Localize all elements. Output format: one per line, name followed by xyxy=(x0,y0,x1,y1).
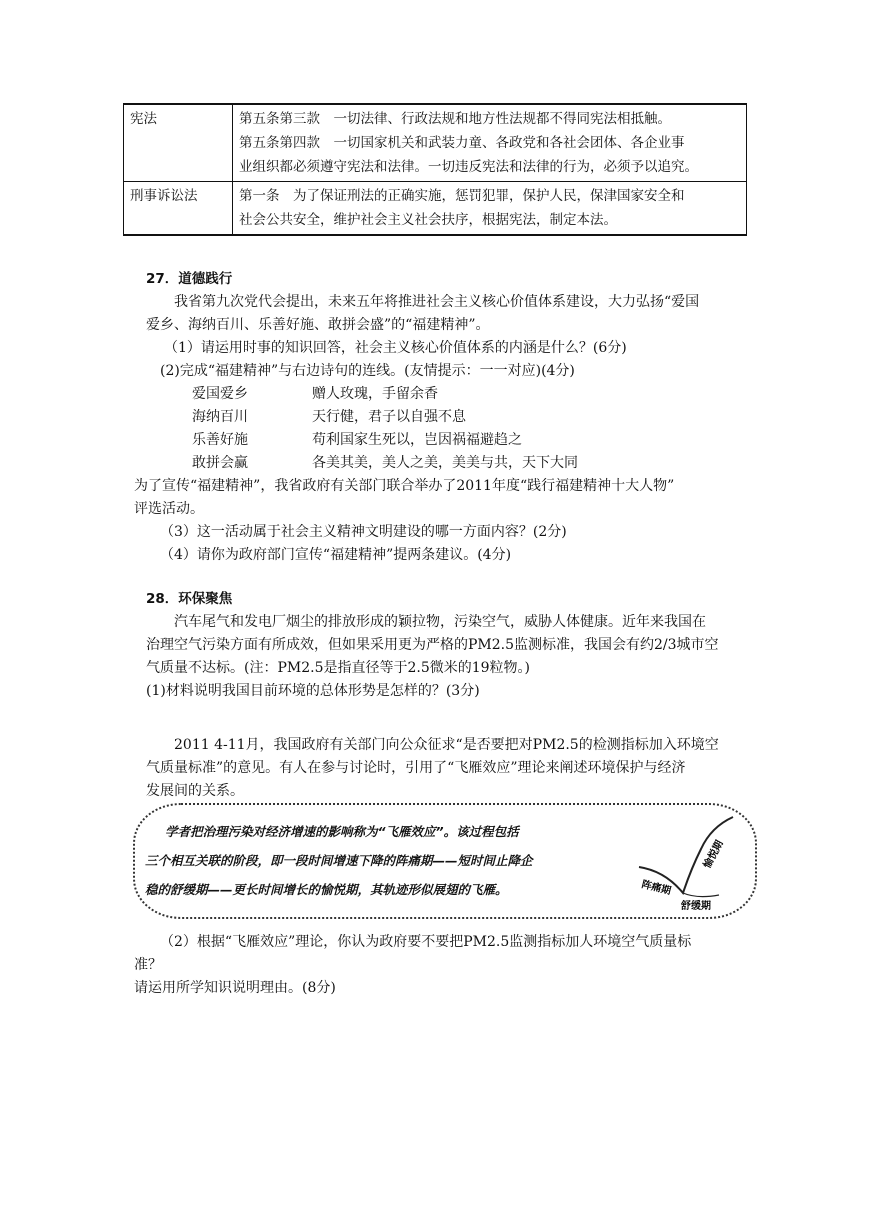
flying-geese-diagram xyxy=(635,809,753,913)
law-article-line: 第五条第四款 一切国家机关和武装力童、各政党和各社会团体、各企业事 xyxy=(239,135,685,151)
list-item xyxy=(192,406,746,429)
sub-question-3: （3）这一活动属于社会主义精神文明建设的哪一方面内容？(2分) xyxy=(160,524,567,540)
paragraph-line: 气质量不达标。(注：PM2.5是指直径等于2.5微米的19粒物。) xyxy=(146,660,531,676)
question-28 xyxy=(146,588,746,703)
poem-line: 赠人玫瑰，手留余香 xyxy=(312,386,438,402)
spirit-term: 爱国爱乡 xyxy=(192,386,248,402)
paragraph-line: 汽车尾气和发电厂烟尘的排放形成的颖拉物，污染空气，威胁人体健康。近年来我国在 xyxy=(174,614,706,630)
spirit-term: 海纳百川 xyxy=(192,409,248,425)
poem-line: 各美其美，美人之美，美美与共，天下大同 xyxy=(312,455,578,471)
sub-question-2: (2)完成“福建精神”与右边诗句的连线。(友情提示：一一对应)(4分) xyxy=(160,363,575,379)
geese-curve-lower xyxy=(683,893,719,897)
spirit-term: 敢拼会赢 xyxy=(192,455,248,471)
spirit-term: 乐善好施 xyxy=(192,432,248,448)
paragraph-line: 2011 4-11月，我国政府有关部门向公众征求“是否要把对PM2.5的检测指标加入环境空 xyxy=(174,737,719,753)
law-articles xyxy=(233,182,747,236)
law-article-line: 业组织都必须遵守宪法和法律。一切违反宪法和法律的行为，必须予以追究。 xyxy=(239,159,698,175)
question-title: 27．道德践行 xyxy=(146,271,233,287)
sub-question-1: （1）请运用时事的知识回答，社会主义核心价值体系的内涵是什么？(6分) xyxy=(164,340,627,356)
paragraph-line: 准？ xyxy=(134,957,162,973)
wing-label-bottom: 舒缓期 xyxy=(681,901,711,912)
sub-question-4: （4）请你为政府部门宣传“福建精神”提两条建议。(4分) xyxy=(160,547,512,563)
matching-pairs xyxy=(192,383,746,475)
flying-geese-box xyxy=(133,803,757,919)
poem-line: 天行健，君子以自强不息 xyxy=(312,409,466,425)
question-27 xyxy=(134,268,746,567)
wing-label-left: 阵痛期 xyxy=(640,879,673,898)
box-line: 三个相互关联的阶段，即一段时间增速下降的阵痛期——短时间止降企 xyxy=(145,853,533,868)
wing-label-right: 愉悦期 xyxy=(701,838,726,871)
flying-geese-text xyxy=(145,817,635,904)
law-name: 宪法 xyxy=(124,104,233,182)
paragraph-line: 我省第九次党代会提出，未来五年将推进社会主义核心价值体系建设，大力弘扬“爱国 xyxy=(174,294,700,310)
law-article-line: 第一条 为了保证刑法的正确实施，惩罚犯罪，保护人民，保津国家安全和 xyxy=(239,188,685,204)
table-row xyxy=(124,182,747,236)
list-item xyxy=(192,383,746,406)
sub-question-2: （2）根据“飞雁效应”理论，你认为政府要不要把PM2.5监测指标加人环境空气质量标 xyxy=(160,934,692,950)
paragraph-line: 为了宣传“福建精神”，我省政府有关部门联合举办了2011年度“践行福建精神十大人物” xyxy=(134,478,675,494)
law-table xyxy=(123,103,747,236)
paragraph-line: 治理空气污染方面有所成效，但如果采用更为严格的PM2.5监测标准，我国会有约2/3城市空 xyxy=(146,637,719,653)
table-row xyxy=(124,104,747,182)
box-line: 稳的舒缓期——更长时间增长的愉悦期，其轨迹形似展翅的飞雁。 xyxy=(145,882,508,897)
paragraph-line: 爱乡、海纳百川、乐善好施、敢拼会盛”的“福建精神”。 xyxy=(146,317,490,333)
poem-line: 苟利国家生死以，岂因祸福避趋之 xyxy=(312,432,522,448)
law-article-line: 第五条第三款 一切法律、行政法规和地方性法规都不得同宪法相抵触。 xyxy=(239,111,671,127)
law-article-line: 社会公共安全，维护社会主义社会扶序，根据宪法，制定本法。 xyxy=(239,212,617,228)
list-item xyxy=(192,429,746,452)
question-28-part2 xyxy=(134,931,746,1000)
material-2 xyxy=(146,734,746,803)
box-line: 学者把治理污染对经济增速的影响称为“飞雁效应”。该过程包括 xyxy=(165,824,519,839)
law-name: 刑事诉讼法 xyxy=(124,182,233,236)
paragraph-line: 发展间的关系。 xyxy=(146,783,244,799)
paragraph-line: 气质量标准”的意见。有人在参与讨论时，引用了“飞雁效应”理论来阐述环境保护与经济 xyxy=(146,760,686,776)
law-articles xyxy=(233,104,747,182)
paragraph-line: 请运用所学知识说明理由。(8分) xyxy=(134,980,336,996)
sub-question-1: (1)材料说明我国目前环境的总体形势是怎样的？(3分) xyxy=(146,683,480,699)
question-title: 28．环保聚焦 xyxy=(146,591,233,607)
list-item xyxy=(192,452,746,475)
paragraph-line: 评选活动。 xyxy=(134,501,204,517)
